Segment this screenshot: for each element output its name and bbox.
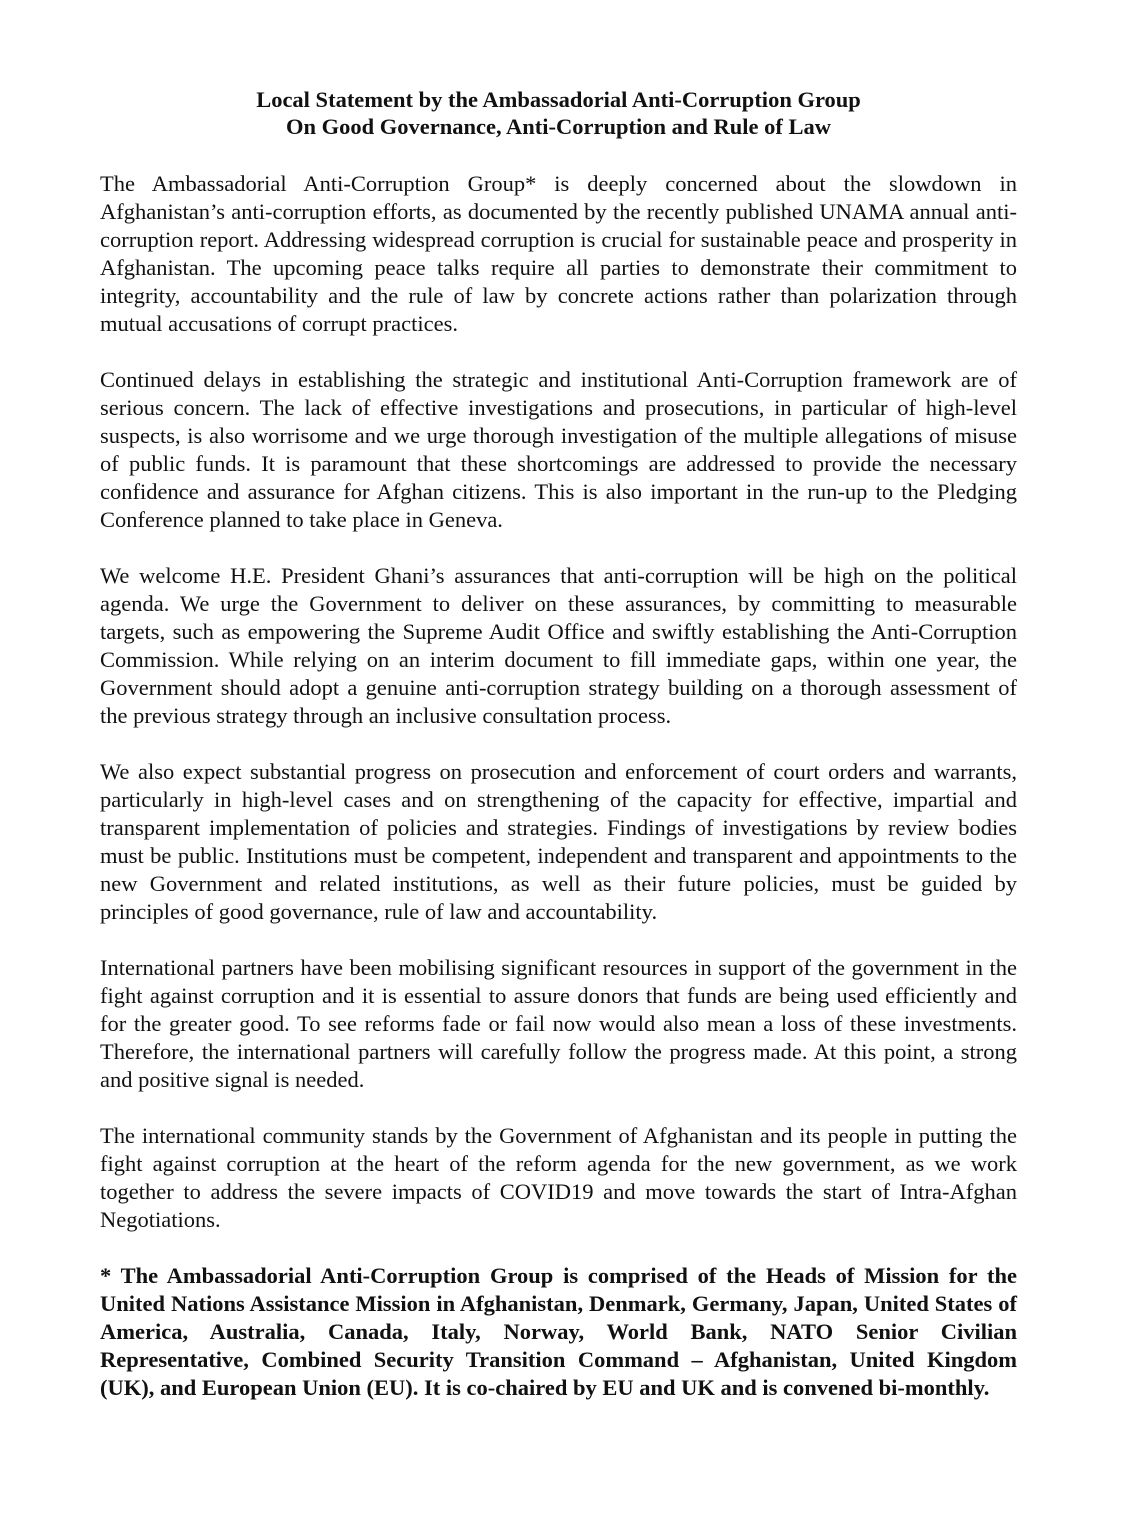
paragraph-delays: Continued delays in establishing the strategic and institutional Anti-Corruption framework are of serious concern. The lack of effective investigations and prosecutions, in particular of high-level suspects, is also worrisome and we urge thorough investigation of the multiple allegations of misuse of public funds. It is paramount that these shortcomings are addressed to provide the necessary confidence and assurance for Afghan citizens. This is also important in the run-up to the Pledging Conference planned to take place in Geneva.	[100, 367, 1017, 532]
paragraph-international-community: The international community stands by the Government of Afghanistan and its people in putting the fight against corruption at the heart of the reform agenda for the new government, as we work together to address the severe impacts of COVID19 and move towards the start of Intra-Afghan Negotiations.	[100, 1123, 1017, 1232]
title-line-1: Local Statement by the Ambassadorial Anti-Corruption Group	[256, 87, 861, 112]
title-line-2: On Good Governance, Anti-Corruption and Rule of Law	[285, 114, 832, 139]
paragraph-international-partners: International partners have been mobilising significant resources in support of the government in the fight against corruption and it is essential to assure donors that funds are being used efficiently and for the greater good. To see reforms fade or fail now would also mean a loss of these investments. Therefore, the international partners will carefully follow the progress made. At this point, a strong and positive signal is needed.	[100, 955, 1017, 1092]
paragraph-concern: The Ambassadorial Anti-Corruption Group* is deeply concerned about the slowdown in Afghanistan’s anti-corruption efforts, as documented by the recently published UNAMA annual anti-corruption report. Addressing widespread corruption is crucial for sustainable peace and prosperity in Afghanistan. The upcoming peace talks require all parties to demonstrate their commitment to integrity, accountability and the rule of law by concrete actions rather than polarization through mutual accusations of corrupt practices.	[100, 171, 1017, 336]
document-title	[100, 86, 1017, 140]
paragraph-welcome: We welcome H.E. President Ghani’s assurances that anti-corruption will be high on the political agenda. We urge the Government to deliver on these assurances, by committing to measurable targets, such as empowering the Supreme Audit Office and swiftly establishing the Anti-Corruption Commission. While relying on an interim document to fill immediate gaps, within one year, the Government should adopt a genuine anti-corruption strategy building on a thorough assessment of the previous strategy through an inclusive consultation process.	[100, 563, 1017, 728]
paragraph-expectations: We also expect substantial progress on prosecution and enforcement of court orders and warrants, particularly in high-level cases and on strengthening of the capacity for effective, impartial and transparent implementation of policies and strategies. Findings of investigations by review bodies must be public. Institutions must be competent, independent and transparent and appointments to the new Government and related institutions, as well as their future policies, must be guided by principles of good governance, rule of law and accountability.	[100, 759, 1017, 924]
document-page	[100, 86, 1017, 1402]
footnote: * The Ambassadorial Anti-Corruption Group is comprised of the Heads of Mission for the United Nations Assistance Mission in Afghanistan, Denmark, Germany, Japan, United States of America, Australia, Canada, Italy, Norway, World Bank, NATO Senior Civilian Representative, Combined Security Transition Command – Afghanistan, United Kingdom (UK), and European Union (EU). It is co-chaired by EU and UK and is convened bi-monthly.	[100, 1263, 1017, 1400]
